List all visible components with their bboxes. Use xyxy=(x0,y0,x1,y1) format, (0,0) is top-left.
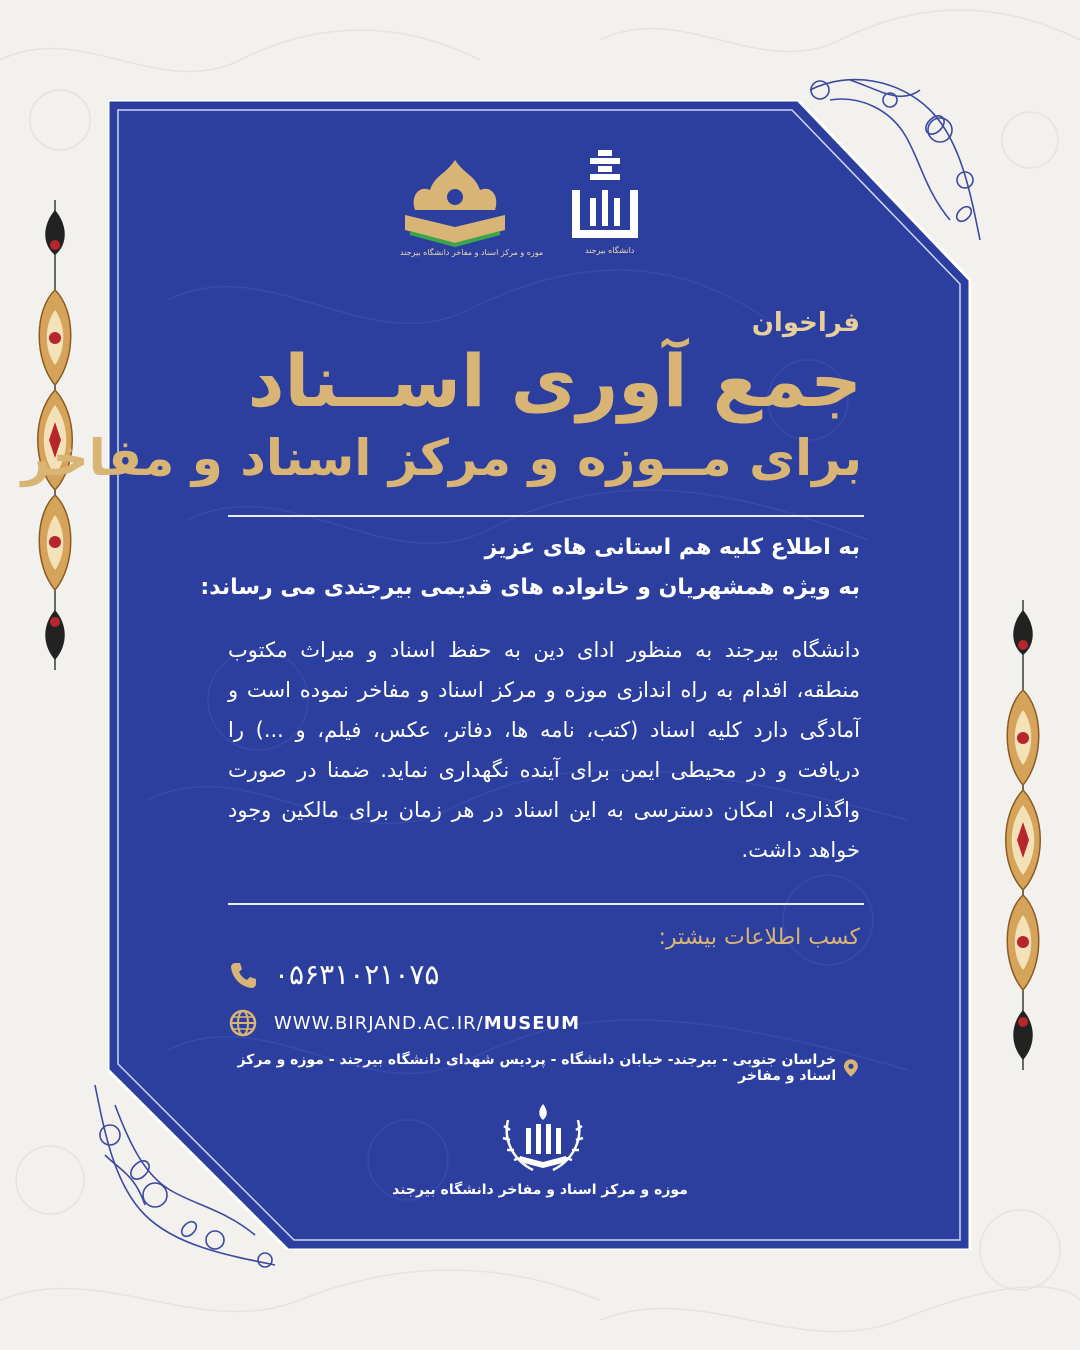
globe-icon xyxy=(228,1008,258,1038)
call-label: فراخوان xyxy=(751,308,860,338)
announcement-body: دانشگاه بیرجند به منظور ادای دین به حفظ اسناد و میراث مکتوب منطقه، اقدام به راه اندازی موزه و مرکز اسناد و مفاخر نموده است و آمادگی دارد کلیه اسناد (کتب، نامه ها، دفاتر، عکس، فیلم، و ...) را دریافت و در محیطی ایمن برای آینده نگهداری نماید. ضمنا در صورت واگذاری، امکان دسترسی به این اسناد در هر زمان برای مالکین وجود خواهد داشت. xyxy=(228,638,860,862)
footer-caption: موزه و مرکز اسناد و مفاخر دانشگاه بیرجند xyxy=(392,1182,688,1198)
museum-logo-caption: موزه و مرکز اسناد و مفاخر دانشگاه بیرجند xyxy=(400,248,544,257)
university-logo xyxy=(560,150,650,260)
divider-top xyxy=(228,515,864,517)
university-logo-caption: دانشگاه بیرجند xyxy=(585,246,635,255)
right-ornament xyxy=(1000,600,1046,1070)
intro-line-2: به ویژه همشهریان و خانواده های قدیمی بیرجندی می رساند: xyxy=(200,575,860,600)
location-pin-icon xyxy=(844,1058,858,1078)
divider-bottom xyxy=(228,903,864,905)
website-row xyxy=(228,1008,580,1038)
phone-row xyxy=(228,958,439,991)
page-title: جمع آوری اســناد xyxy=(247,339,862,423)
logos-row xyxy=(0,150,1080,270)
footer-museum-logo xyxy=(498,1100,588,1180)
address-text: خراسان جنوبی - بیرجند- خیابان دانشگاه - پردیس شهدای دانشگاه بیرجند - موزه و مرکز اسناد و مفاخر xyxy=(237,1052,837,1084)
website-suffix: MUSEUM xyxy=(483,1012,581,1034)
more-info-label: کسب اطلاعات بیشتر: xyxy=(658,925,860,950)
corner-floral-bottom-left xyxy=(85,1075,295,1275)
intro-line-1: به اطلاع کلیه هم استانی های عزیز xyxy=(484,535,860,560)
phone-number[interactable]: ۰۵۶۳۱۰۲۱۰۷۵ xyxy=(274,958,440,991)
website-prefix: WWW.BIRJAND.AC.IR/ xyxy=(274,1012,484,1034)
phone-icon xyxy=(228,960,258,990)
page-subtitle: برای مــوزه و مرکز اسناد و مفاخر xyxy=(21,429,862,487)
website-link[interactable] xyxy=(274,1013,580,1034)
address-row xyxy=(228,1052,858,1084)
